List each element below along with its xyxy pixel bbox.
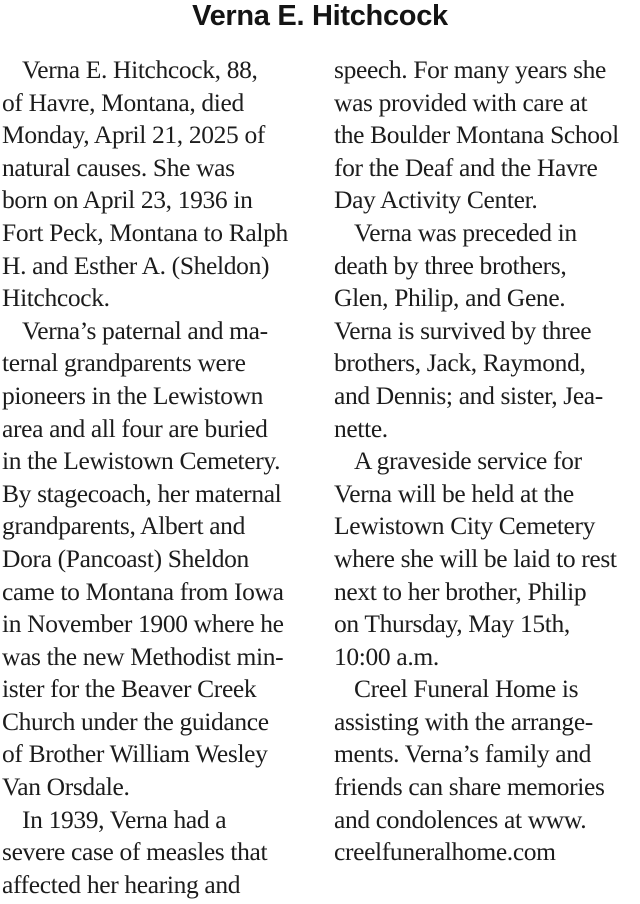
text-line: in November 1900 where he <box>2 609 284 639</box>
text-line: Verna’s paternal and ma- <box>22 315 268 345</box>
text-line: next to her brother, Philip <box>334 576 587 606</box>
text-line: A graveside service for <box>354 446 582 476</box>
text-line: Day Activity Center. <box>334 185 538 215</box>
text-line: Fort Peck, Montana to Ralph <box>2 217 288 247</box>
obituary-title: Verna E. Hitchcock <box>192 0 448 32</box>
text-line: Monday, April 21, 2025 of <box>2 120 265 150</box>
text-line: born on April 23, 1936 in <box>2 185 253 215</box>
text-line: creelfuneralhome.com <box>334 837 556 867</box>
text-line: natural causes. She was <box>2 152 235 182</box>
text-line: speech. For many years she <box>334 55 607 84</box>
text-line: assisting with the arrange- <box>334 706 593 736</box>
text-line: for the Deaf and the Havre <box>334 152 598 182</box>
text-line: ternal grandparents were <box>2 348 246 378</box>
text-line: nette. <box>334 413 388 443</box>
text-line: Verna was preceded in <box>354 217 577 247</box>
text-line: pioneers in the Lewistown <box>2 380 264 410</box>
text-line: was the new Methodist min- <box>2 641 284 671</box>
text-line: By stagecoach, her maternal <box>2 478 282 508</box>
text-line: Glen, Philip, and Gene. <box>334 283 566 313</box>
text-line: death by three brothers, <box>334 250 567 280</box>
text-line: affected her hearing and <box>2 869 241 899</box>
text-line: Church under the guidance <box>2 706 269 736</box>
text-line: ister for the Beaver Creek <box>2 674 257 704</box>
text-line: brothers, Jack, Raymond, <box>334 348 586 378</box>
left-column <box>2 54 306 901</box>
text-line: ments. Verna’s family and <box>334 739 592 769</box>
text-line: and Dennis; and sister, Jea- <box>334 380 603 410</box>
text-line: Dora (Pancoast) Sheldon <box>2 543 249 573</box>
text-line: area and all four are buried <box>2 413 268 443</box>
text-line: of Brother William Wesley <box>2 739 268 769</box>
text-line: was provided with care at <box>334 87 588 117</box>
text-line: H. and Esther A. (Sheldon) <box>2 250 270 280</box>
text-line: of Havre, Montana, died <box>2 87 244 117</box>
text-line: friends can share memories <box>334 772 605 802</box>
text-line: came to Montana from Iowa <box>2 576 284 606</box>
text-line: Hitchcock. <box>2 283 110 313</box>
right-column <box>334 54 640 869</box>
text-line: and condolences at www. <box>334 804 587 834</box>
text-line: on Thursday, May 15th, <box>334 609 570 639</box>
text-line: Verna E. Hitchcock, 88, <box>22 55 258 84</box>
text-line: Verna is survived by three <box>334 315 592 345</box>
text-line: Verna will be held at the <box>334 478 574 508</box>
text-line: where she will be laid to rest <box>334 543 617 573</box>
text-line: severe case of measles that <box>2 837 268 867</box>
text-line: grandparents, Albert and <box>2 511 245 541</box>
text-line: the Boulder Montana School <box>334 120 619 150</box>
text-line: In 1939, Verna had a <box>22 804 227 834</box>
text-line: Van Orsdale. <box>2 772 130 802</box>
text-line: 10:00 a.m. <box>334 641 439 671</box>
text-line: Creel Funeral Home is <box>354 674 579 704</box>
text-line: in the Lewistown Cemetery. <box>2 446 281 476</box>
text-line: Lewistown City Cemetery <box>334 511 596 541</box>
